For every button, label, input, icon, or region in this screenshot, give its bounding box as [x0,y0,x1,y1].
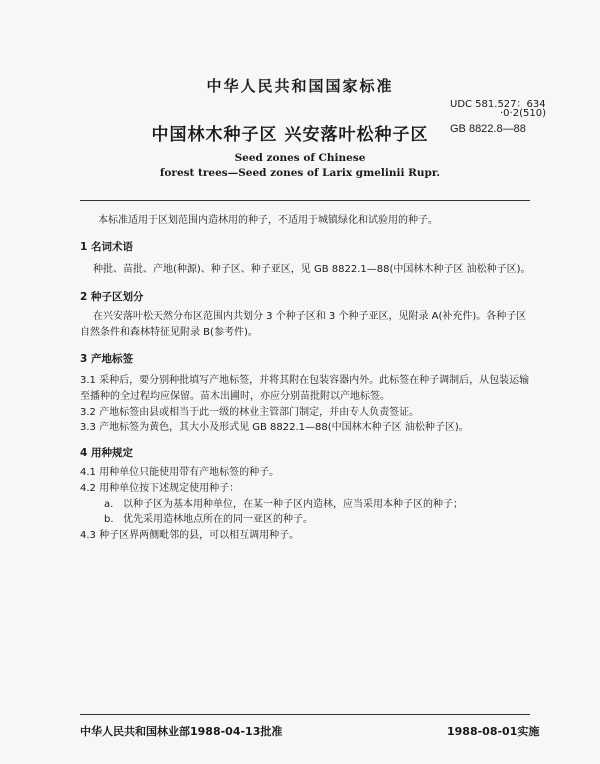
clause-4-2: 4.2 用种单位按下述规定使用种子： [80,483,240,494]
clause-3-2: 3.2 产地标签由县或相当于此一级的林业主管部门制定，并由专人负责签证。 [80,407,420,418]
footer-divider [80,714,530,715]
section-1-text: 种批、苗批、产地(种源)、种子区、种子亚区，见 GB 8822.1—88(中国林木种子区 油松种子区)。 [93,264,531,275]
clause-3-1-line-1: 3.1 采种后，要分别种批填写产地标签，并将其附在包装容器内外。此标签在种子调制后，从包装运输 [80,375,530,386]
section-3-heading: 3 产地标签 [80,353,133,365]
item-a-marker: a. [104,499,114,510]
section-2-text-line-1: 在兴安落叶松天然分布区范围内共划分 3 个种子区和 3 个种子亚区，见附录 A(补充件)。各种子区 [93,311,527,322]
header-divider [80,200,530,201]
national-standard-heading: 中华人民共和国国家标准 [206,77,394,95]
item-b-marker: b. [104,514,114,525]
approval-line: 中华人民共和国林业部1988-04-13批准 [80,725,283,738]
udc-code: UDC 581.527：634 [450,99,546,110]
english-title-line-1: Seed zones of Chinese [234,152,366,164]
section-4-heading: 4 用种规定 [80,447,133,459]
english-title-line-2: forest trees—Seed zones of Larix gmelinii Rupr. [159,167,441,179]
intro-paragraph: 本标准适用于区划范围内造林用的种子，不适用于城镇绿化和试验用的种子。 [98,215,438,226]
item-b-text: 优先采用造林地点所在的同一亚区的种子。 [123,514,313,525]
section-2-text-line-2: 自然条件和森林特征见附录 B(参考件)。 [80,327,258,338]
document-title: 中国林木种子区 兴安落叶松种子区 [151,125,429,145]
gb-standard-number: GB 8822.8—88 [450,123,526,135]
item-a-text: 以种子区为基本用种单位，在某一种子区内造林，应当采用本种子区的种子； [123,499,463,510]
clause-3-3: 3.3 产地标签为黄色，其大小及形式见 GB 8822.1—88(中国林木种子区 油松种子区)。 [80,422,469,433]
clause-4-1: 4.1 用种单位只能使用带有产地标签的种子。 [80,467,280,478]
section-2-heading: 2 种子区划分 [80,291,144,303]
clause-3-1-line-2: 至播种的全过程均应保留。苗木出圃时，亦应分别苗批附以产地标签。 [80,391,390,402]
clause-4-3: 4.3 种子区界两侧毗邻的县，可以相互调用种子。 [80,530,300,541]
section-1-heading: 1 名词术语 [80,241,133,253]
udc-code-continued: ·0·2(510) [500,108,546,119]
implementation-date: 1988-08-01实施 [447,725,540,738]
